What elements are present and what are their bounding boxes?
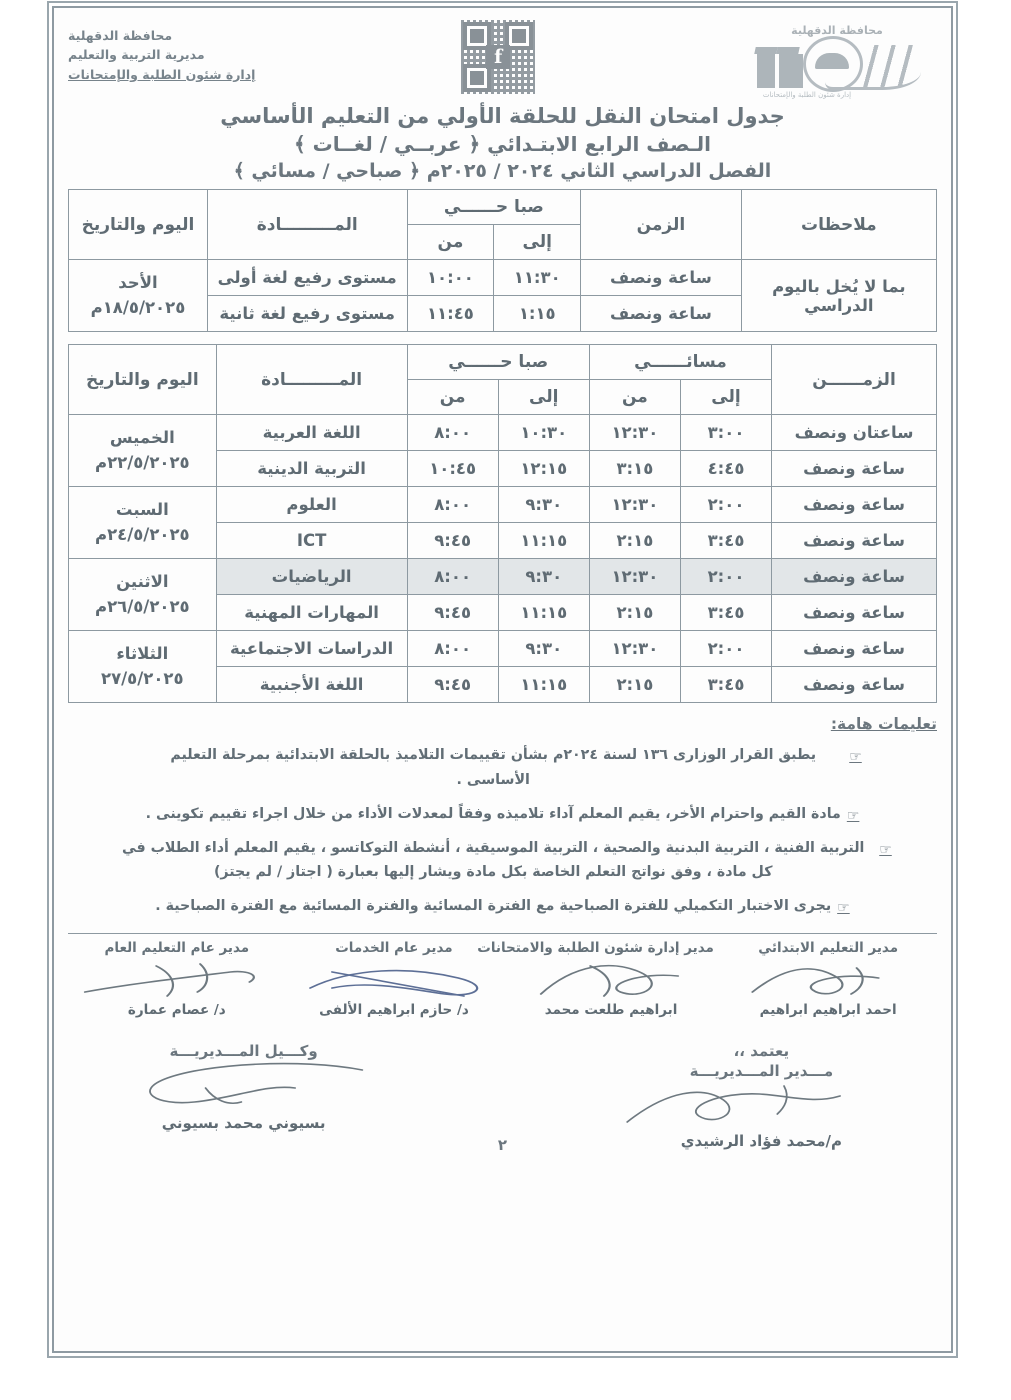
bullet-icon: ☞ [879, 841, 892, 858]
approval-right-name: بسيوني محمد بسيوني [161, 1114, 326, 1133]
cell-evening-from: ٢:١٥ [589, 523, 680, 559]
cell-evening-from: ٣:١٥ [589, 451, 680, 487]
signature-mark [616, 1080, 907, 1132]
th-evening-from: من [589, 380, 680, 415]
signature-block [74, 940, 280, 1018]
signature-role: مدير التعليم الابتدائي [758, 940, 899, 957]
th-morning-to: إلى [494, 225, 581, 260]
signature-name: د/ عصام عمارة [127, 1002, 226, 1019]
page-number: ٢ [497, 1136, 508, 1155]
cell-morning-from: ٨:٠٠ [407, 559, 498, 595]
approval-section [68, 1018, 937, 1155]
cell-day-date: الأحد ١٨/٥/٢٠٢٥م [69, 260, 208, 332]
cell-morning-from: ١٠:٤٥ [407, 451, 498, 487]
instructions-title: تعليمات هامة: [830, 715, 937, 733]
logo-caption: محافظة الدقهلية [791, 24, 883, 37]
cell-subject: ICT [216, 523, 407, 559]
th-duration: الزمن [581, 190, 742, 260]
cell-duration: ساعة ونصف [772, 631, 937, 667]
document-sheet [54, 8, 951, 1351]
authority-line-department: إدارة شئون الطلبة والإمتحانات [68, 66, 256, 82]
cell-evening-from: ١٢:٣٠ [589, 415, 680, 451]
page-title: جدول امتحان النقل للحلقة الأولي من التعليم الأساسي [220, 104, 785, 128]
instruction-text: مادة القيم واحترام الأخر، يقيم المعلم آداء تلاميذه وفقاً لمعدلات الأداء من خلال اجراء تقييم تكوينى . [145, 805, 841, 822]
instruction-text: يجرى الاختبار التكميلي للفترة الصباحية مع الفترة المسائية والفترة المسائية مع الفترة الصباحية . [155, 898, 832, 915]
schedule-table-main [68, 344, 937, 703]
cell-morning-from: ٩:٤٥ [407, 523, 498, 559]
dome-icon [803, 36, 863, 92]
cell-duration: ساعة ونصف [772, 523, 937, 559]
cell-duration: ساعتان ونصف [772, 415, 937, 451]
table-header-row [69, 190, 937, 225]
bullet-icon: ☞ [837, 900, 850, 917]
instructions-section [68, 715, 937, 919]
cell-morning-to: ١١:١٥ [498, 595, 589, 631]
signature-mark [508, 958, 714, 1002]
cell-day-date: الثلاثاء ٢٧/٥/٢٠٢٥ [69, 631, 217, 703]
cell-morning-to: ١:١٥ [494, 296, 581, 332]
cell-evening-from: ١٢:٣٠ [589, 487, 680, 523]
cell-morning-to: ١٠:٣٠ [498, 415, 589, 451]
cell-morning-to: ١١:١٥ [498, 667, 589, 703]
th-morning: صبا حــــــي [407, 190, 581, 225]
table-row [69, 415, 937, 451]
table-header-row [69, 345, 937, 380]
cell-duration: ساعة ونصف [581, 260, 742, 296]
cell-duration: ساعة ونصف [581, 296, 742, 332]
term-subtitle: الفصل الدراسي الثاني ٢٠٢٤ / ٢٠٢٥م ﴿ صباحي / مسائي ﴾ [233, 160, 772, 182]
th-subject: المـــــــــادة [207, 190, 407, 260]
signature-row [68, 934, 937, 1018]
cell-morning-from: ٨:٠٠ [407, 631, 498, 667]
cell-evening-from: ١٢:٣٠ [589, 631, 680, 667]
signature-name: احمد ابراهيم ابراهيم [759, 1002, 897, 1019]
cell-day-date: الخميس ٢٢/٥/٢٠٢٥م [69, 415, 217, 487]
th-notes: ملاحظات [741, 190, 936, 260]
cell-morning-to: ٩:٣٠ [498, 487, 589, 523]
cell-subject: العلوم [216, 487, 407, 523]
cell-duration: ساعة ونصف [772, 595, 937, 631]
cell-subject: مستوى رفيع لغة أولى [207, 260, 407, 296]
cell-evening-to: ٣:٠٠ [680, 415, 771, 451]
cell-morning-to: ١١:٣٠ [494, 260, 581, 296]
cell-duration: ساعة ونصف [772, 487, 937, 523]
signature-name: د/ حازم ابراهيم الألفى [319, 1002, 469, 1019]
signature-mark [291, 958, 497, 1002]
issuing-authority [68, 18, 255, 84]
table-row [69, 559, 937, 595]
table-row [69, 260, 937, 296]
approval-right-label: وكـــيل المـــديريـــة [169, 1042, 318, 1061]
cell-morning-to: ٩:٣٠ [498, 631, 589, 667]
authority-line-directorate: مديرية التربية والتعليم [68, 47, 205, 63]
approval-right [98, 1042, 389, 1150]
bullet-icon: ☞ [846, 807, 860, 824]
approval-left-role: مـــدير المـــديريـــة [689, 1062, 834, 1081]
signature-role: مدير عام التعليم العام [104, 940, 250, 957]
cell-evening-from: ١٢:٣٠ [589, 559, 680, 595]
cell-evening-to: ٤:٤٥ [680, 451, 771, 487]
grade-subtitle: الـصف الرابع الابتـدائي ﴿ عربــي / لغــات ﴾ [293, 132, 712, 156]
th-evening: مسائــــــي [589, 345, 771, 380]
cell-duration: ساعة ونصف [772, 559, 937, 595]
authority-line-governorate: محافظة الدقهلية [68, 28, 173, 43]
signature-block [477, 940, 714, 1019]
cell-morning-from: ١٠:٠٠ [407, 260, 494, 296]
instruction-item [68, 743, 937, 793]
signature-mark [74, 958, 280, 1002]
instruction-item [68, 836, 937, 886]
cell-subject: مستوى رفيع لغة ثانية [207, 296, 407, 332]
th-morning-from: من [407, 225, 494, 260]
approval-left-label: يعتمد ،، [733, 1042, 790, 1061]
approval-left [616, 1042, 907, 1150]
cell-duration: ساعة ونصف [772, 451, 937, 487]
table-row [69, 631, 937, 667]
cell-evening-from: ٢:١٥ [589, 667, 680, 703]
instruction-item [68, 802, 937, 827]
cell-day-date: الاثنين ٢٦/٥/٢٠٢٥م [69, 559, 217, 631]
cell-day-date: السبت ٢٤/٥/٢٠٢٥م [69, 487, 217, 559]
cell-morning-from: ١١:٤٥ [407, 296, 494, 332]
signature-block [725, 940, 931, 1018]
document-header [68, 18, 937, 102]
th-day-date: اليوم والتاريخ [69, 345, 217, 415]
approval-left-name: م/محمد فؤاد الرشيدي [680, 1132, 842, 1151]
governorate-logo [737, 18, 937, 98]
instruction-text: يطبق القرار الوزارى ١٣٦ لسنة ٢٠٢٤م بشأن تقييمات التلاميذ بالحلقة الابتدائية بمرحلة التعليم الأساسى . [170, 747, 817, 788]
th-morning-to: إلى [498, 380, 589, 415]
cell-morning-from: ٨:٠٠ [407, 487, 498, 523]
table-row [69, 487, 937, 523]
cell-morning-from: ٩:٤٥ [407, 595, 498, 631]
cell-subject: اللغة العربية [216, 415, 407, 451]
qr-code[interactable] [457, 20, 535, 98]
cell-subject: الدراسات الاجتماعية [216, 631, 407, 667]
cell-evening-to: ٣:٤٥ [680, 595, 771, 631]
signature-block [291, 940, 497, 1018]
facebook-icon: f [486, 45, 510, 69]
cell-duration: ساعة ونصف [772, 667, 937, 703]
cell-morning-from: ٩:٤٥ [407, 667, 498, 703]
th-morning-from: من [407, 380, 498, 415]
logo-subcaption: إدارة شئون الطلبة والإمتحانات [762, 91, 852, 99]
signature-role: مدير عام الخدمات [335, 940, 453, 957]
qr-code-image [461, 20, 535, 94]
instruction-item [68, 894, 937, 919]
cell-subject: اللغة الأجنبية [216, 667, 407, 703]
instruction-text: التربية الفنية ، التربية البدنية والصحية ، التربية الموسيقية ، أنشطة التوكاتسو ، يقيم المعلم أداء الطلاب في كل مادة ، وفق نواتج التعلم الخاصة بكل مادة ويشار إليها بعبارة ( اجتاز / لم يجتز) [122, 839, 865, 881]
logo-emblem-icon [751, 42, 923, 94]
cell-subject: المهارات المهنية [216, 595, 407, 631]
page-frame [52, 6, 953, 1353]
signature-mark [725, 958, 931, 1002]
th-morning: صبا حــــــي [407, 345, 589, 380]
cell-morning-to: ١١:١٥ [498, 523, 589, 559]
schedule-table-advanced [68, 189, 937, 332]
cell-morning-to: ١٢:١٥ [498, 451, 589, 487]
cell-evening-to: ٢:٠٠ [680, 631, 771, 667]
graduates-icon [757, 54, 803, 88]
th-day-date: اليوم والتاريخ [69, 190, 208, 260]
bullet-icon: ☞ [849, 749, 862, 765]
cell-evening-to: ٢:٠٠ [680, 559, 771, 595]
cell-notes: بما لا يُخل باليوم الدراسي [741, 260, 936, 332]
cell-evening-from: ٢:١٥ [589, 595, 680, 631]
cell-subject: الرياضيات [216, 559, 407, 595]
th-subject: المـــــــــادة [216, 345, 407, 415]
cell-morning-from: ٨:٠٠ [407, 415, 498, 451]
cell-morning-to: ٩:٣٠ [498, 559, 589, 595]
th-duration: الزمــــــن [772, 345, 937, 415]
signature-role: مدير إدارة شئون الطلبة والامتحانات [477, 940, 714, 957]
cell-evening-to: ٢:٠٠ [680, 487, 771, 523]
cell-subject: التربية الدينية [216, 451, 407, 487]
signature-mark [98, 1062, 389, 1114]
cell-evening-to: ٣:٤٥ [680, 523, 771, 559]
document-titles [68, 104, 937, 182]
cell-evening-to: ٣:٤٥ [680, 667, 771, 703]
signature-name: ابراهيم طلعت محمد [544, 1002, 678, 1019]
th-evening-to: إلى [680, 380, 771, 415]
